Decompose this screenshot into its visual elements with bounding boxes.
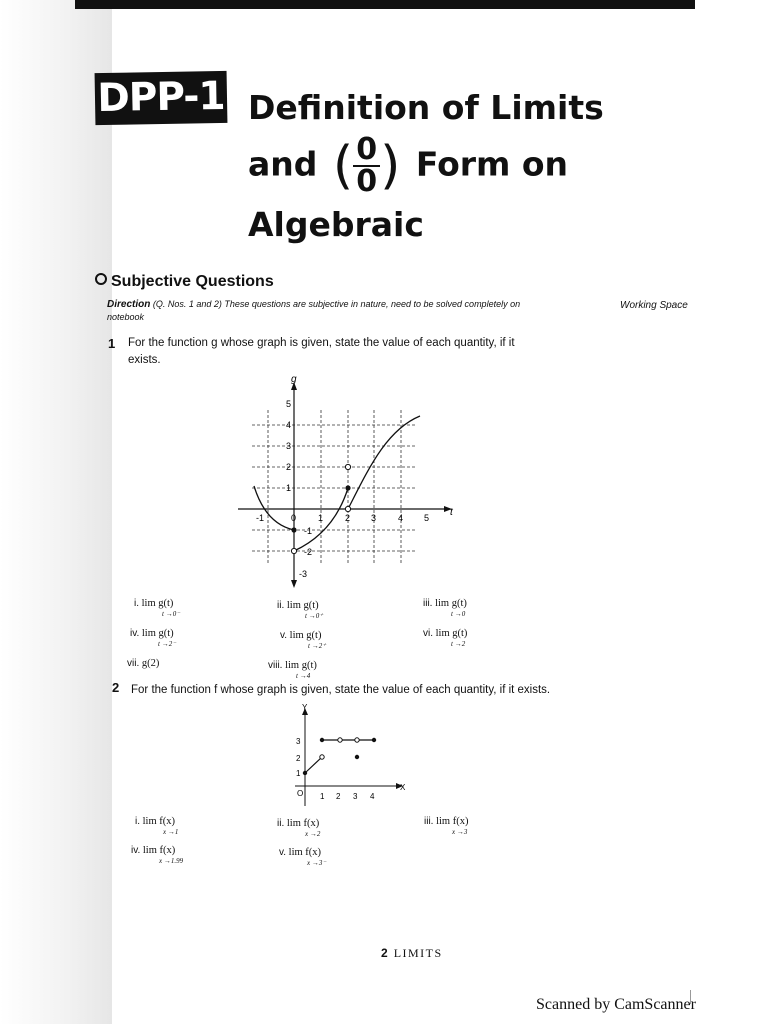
title-form: Form on (415, 144, 569, 184)
q1-y-label: g (291, 374, 297, 385)
zero-over-zero-fraction: ( $\frac{0}{0}$ ) (332, 132, 401, 199)
q1-x-label: t (450, 507, 453, 518)
q2-ytick-2: 2 (296, 754, 301, 763)
q2-part-iv: iv. lim f(x) x →1.99 (131, 845, 184, 865)
q1-ytick-neg1: -1 (304, 526, 313, 536)
q1-number: 1 (108, 336, 116, 351)
q1-part-vi: vi. lim g(t) t →2 (423, 628, 468, 648)
q2-closed-point-start (303, 771, 307, 775)
q1-xtick-2: 2 (345, 513, 351, 523)
q2-part-v: v. lim f(x) x →3⁻ (279, 847, 327, 867)
chapter-label: LIMITS (393, 946, 443, 960)
scanner-watermark: Scanned by CamScanner (536, 996, 696, 1013)
q2-segment-1 (305, 757, 322, 773)
q2-x-ticks (320, 792, 375, 801)
q2-number: 2 (112, 680, 120, 695)
q1-xtick-5: 5 (424, 513, 430, 523)
q2-xtick-1: 1 (320, 792, 325, 801)
direction-body: These questions are subjective in nature, need to be solved completely on (224, 299, 521, 309)
working-space-label: Working Space (620, 300, 688, 311)
q2-part-ii: ii. lim f(x) x →2 (277, 818, 321, 838)
q1-part-iii: iii. lim g(t) t →0 (423, 598, 467, 618)
q1-xtick-0: 0 (291, 513, 297, 523)
q2-closed-point-1 (320, 738, 324, 742)
q1-text-line1: For the function g whose graph is given, state the value of each quantity, if it (128, 337, 515, 349)
q2-closed-point-4 (372, 738, 376, 742)
q2-y-ticks (296, 737, 301, 778)
q1-part-i: i. lim g(t) t →0⁻ (134, 598, 180, 618)
q2-open-point-3 (355, 738, 359, 742)
q1-xtick-4: 4 (398, 513, 404, 523)
q2-y-label: Y (302, 703, 308, 712)
q2-ytick-1: 1 (296, 769, 301, 778)
direction-qnos: (Q. Nos. 1 and 2) (152, 299, 222, 309)
q1-ytick-neg3: -3 (299, 569, 308, 579)
q2-part-iii: iii. lim f(x) x →3 (424, 816, 469, 836)
q1-xtick-3: 3 (371, 513, 377, 523)
q2-xtick-3: 3 (353, 792, 358, 801)
q1-xtick-neg1: -1 (256, 513, 265, 523)
q1-text-line2: exists. (128, 354, 161, 366)
title-line-1: Definition of Limits (248, 88, 604, 127)
direction-body-2: notebook (107, 312, 145, 322)
q1-ytick-neg2: -2 (304, 547, 313, 557)
title-and: and (248, 144, 318, 184)
q1-part-iv: iv. lim g(t) t →2⁻ (130, 628, 176, 648)
q2-xtick-2: 2 (336, 792, 341, 801)
q2-open-point-1 (320, 755, 324, 759)
dpp-badge: DPP-1 (95, 71, 228, 125)
q2-part-i: i. lim f(x) x →1 (135, 816, 179, 836)
q2-ytick-3: 3 (296, 737, 301, 746)
q1-ytick-2: 2 (286, 462, 292, 472)
page-number: 2 (381, 946, 390, 960)
q2-open-point-2 (338, 738, 342, 742)
fraction-denominator: 0 (356, 164, 378, 199)
q1-ytick-4: 4 (286, 420, 292, 430)
section-title: Subjective Questions (111, 273, 274, 290)
q1-part-ii: ii. lim g(t) t →0⁺ (277, 600, 323, 620)
q1-part-vii: vii. g(2) (127, 658, 160, 669)
direction-label: Direction (107, 299, 151, 310)
q1-xtick-1: 1 (318, 513, 324, 523)
q1-part-v: v. lim g(t) t →2⁺ (280, 630, 326, 650)
q1-ytick-3: 3 (286, 441, 292, 451)
q2-xtick-4: 4 (370, 792, 375, 801)
q2-isolated-point (355, 755, 359, 759)
q2-x-label: X (400, 783, 406, 792)
q2-origin-label: O (297, 789, 304, 798)
page-footer (381, 946, 443, 961)
fraction-numerator: 0 (353, 135, 380, 167)
title-line-3: Algebraic (248, 205, 424, 244)
q1-ytick-5: 5 (286, 399, 292, 409)
q1-ytick-1: 1 (286, 483, 292, 493)
q2-text: For the function f whose graph is given, state the value of each quantity, if it exists. (131, 684, 551, 696)
q1-part-viii: viii. lim g(t) t →4 (268, 660, 317, 680)
